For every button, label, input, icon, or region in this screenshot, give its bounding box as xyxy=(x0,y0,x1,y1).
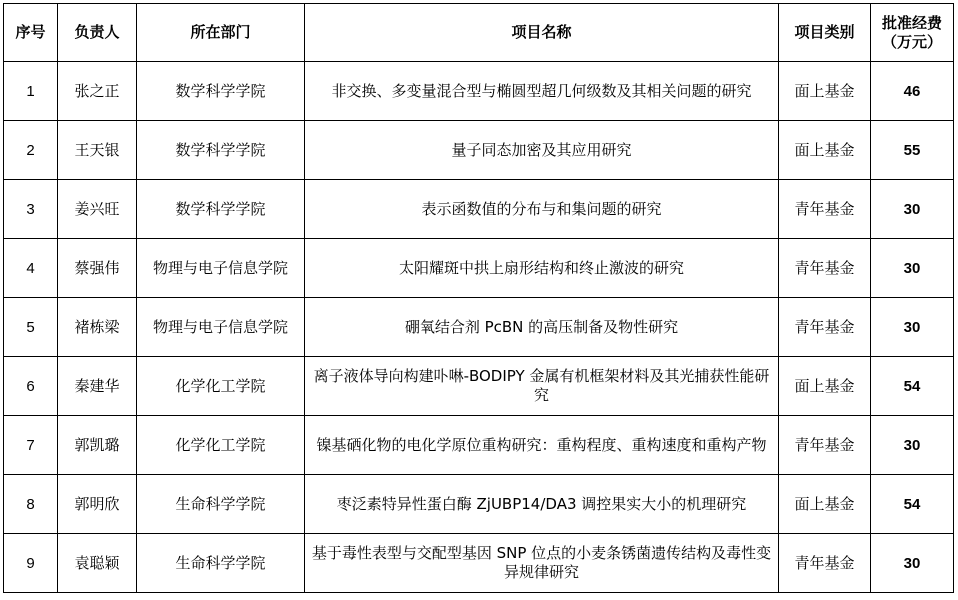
table-row xyxy=(4,239,954,298)
cell-department: 生命科学学院 xyxy=(137,534,305,593)
cell-department: 化学化工学院 xyxy=(137,357,305,416)
cell-leader: 王天银 xyxy=(58,121,137,180)
cell-department: 数学科学学院 xyxy=(137,62,305,121)
header-department: 所在部门 xyxy=(137,4,305,62)
cell-no: 4 xyxy=(4,239,58,298)
cell-department: 数学科学学院 xyxy=(137,121,305,180)
cell-leader: 姜兴旺 xyxy=(58,180,137,239)
cell-funding: 30 xyxy=(871,416,954,475)
cell-category: 面上基金 xyxy=(779,121,871,180)
table-row xyxy=(4,475,954,534)
table-row xyxy=(4,298,954,357)
cell-category: 青年基金 xyxy=(779,298,871,357)
table-row xyxy=(4,357,954,416)
cell-no: 9 xyxy=(4,534,58,593)
cell-project-title: 硼氧结合剂 PcBN 的高压制备及物性研究 xyxy=(305,298,779,357)
cell-category: 青年基金 xyxy=(779,180,871,239)
cell-category: 面上基金 xyxy=(779,62,871,121)
cell-funding: 30 xyxy=(871,239,954,298)
cell-project-title: 离子液体导向构建卟啉-BODIPY 金属有机框架材料及其光捕获性能研究 xyxy=(305,357,779,416)
table-row xyxy=(4,121,954,180)
header-leader: 负责人 xyxy=(58,4,137,62)
header-category: 项目类别 xyxy=(779,4,871,62)
cell-leader: 袁聪颖 xyxy=(58,534,137,593)
cell-category: 青年基金 xyxy=(779,416,871,475)
grant-table xyxy=(3,3,954,593)
cell-leader: 褚栋梁 xyxy=(58,298,137,357)
cell-no: 1 xyxy=(4,62,58,121)
cell-funding: 30 xyxy=(871,298,954,357)
cell-project-title: 表示函数值的分布与和集问题的研究 xyxy=(305,180,779,239)
cell-category: 面上基金 xyxy=(779,475,871,534)
cell-project-title: 镍基硒化物的电化学原位重构研究：重构程度、重构速度和重构产物 xyxy=(305,416,779,475)
cell-department: 生命科学学院 xyxy=(137,475,305,534)
cell-project-title: 基于毒性表型与交配型基因 SNP 位点的小麦条锈菌遗传结构及毒性变异规律研究 xyxy=(305,534,779,593)
cell-funding: 30 xyxy=(871,534,954,593)
cell-funding: 55 xyxy=(871,121,954,180)
cell-no: 8 xyxy=(4,475,58,534)
cell-category: 青年基金 xyxy=(779,534,871,593)
cell-category: 青年基金 xyxy=(779,239,871,298)
cell-no: 7 xyxy=(4,416,58,475)
cell-leader: 蔡强伟 xyxy=(58,239,137,298)
cell-funding: 46 xyxy=(871,62,954,121)
table-row xyxy=(4,180,954,239)
cell-category: 面上基金 xyxy=(779,357,871,416)
cell-project-title: 枣泛素特异性蛋白酶 ZjUBP14/DA3 调控果实大小的机理研究 xyxy=(305,475,779,534)
header-no: 序号 xyxy=(4,4,58,62)
cell-leader: 张之正 xyxy=(58,62,137,121)
cell-no: 5 xyxy=(4,298,58,357)
table-row xyxy=(4,534,954,593)
cell-no: 3 xyxy=(4,180,58,239)
cell-no: 2 xyxy=(4,121,58,180)
cell-leader: 郭明欣 xyxy=(58,475,137,534)
cell-department: 物理与电子信息学院 xyxy=(137,298,305,357)
cell-leader: 秦建华 xyxy=(58,357,137,416)
cell-funding: 30 xyxy=(871,180,954,239)
cell-department: 化学化工学院 xyxy=(137,416,305,475)
header-funding-line2: （万元） xyxy=(881,32,942,51)
table-row xyxy=(4,416,954,475)
cell-department: 物理与电子信息学院 xyxy=(137,239,305,298)
cell-leader: 郭凯璐 xyxy=(58,416,137,475)
header-project-name: 项目名称 xyxy=(305,4,779,62)
cell-project-title: 太阳耀斑中拱上扇形结构和终止激波的研究 xyxy=(305,239,779,298)
header-row xyxy=(4,4,954,62)
header-funding xyxy=(871,4,954,62)
cell-project-title: 非交换、多变量混合型与椭圆型超几何级数及其相关问题的研究 xyxy=(305,62,779,121)
header-funding-line1: 批准经费 xyxy=(881,13,942,32)
cell-funding: 54 xyxy=(871,357,954,416)
cell-no: 6 xyxy=(4,357,58,416)
cell-funding: 54 xyxy=(871,475,954,534)
cell-department: 数学科学学院 xyxy=(137,180,305,239)
cell-project-title: 量子同态加密及其应用研究 xyxy=(305,121,779,180)
table-row xyxy=(4,62,954,121)
